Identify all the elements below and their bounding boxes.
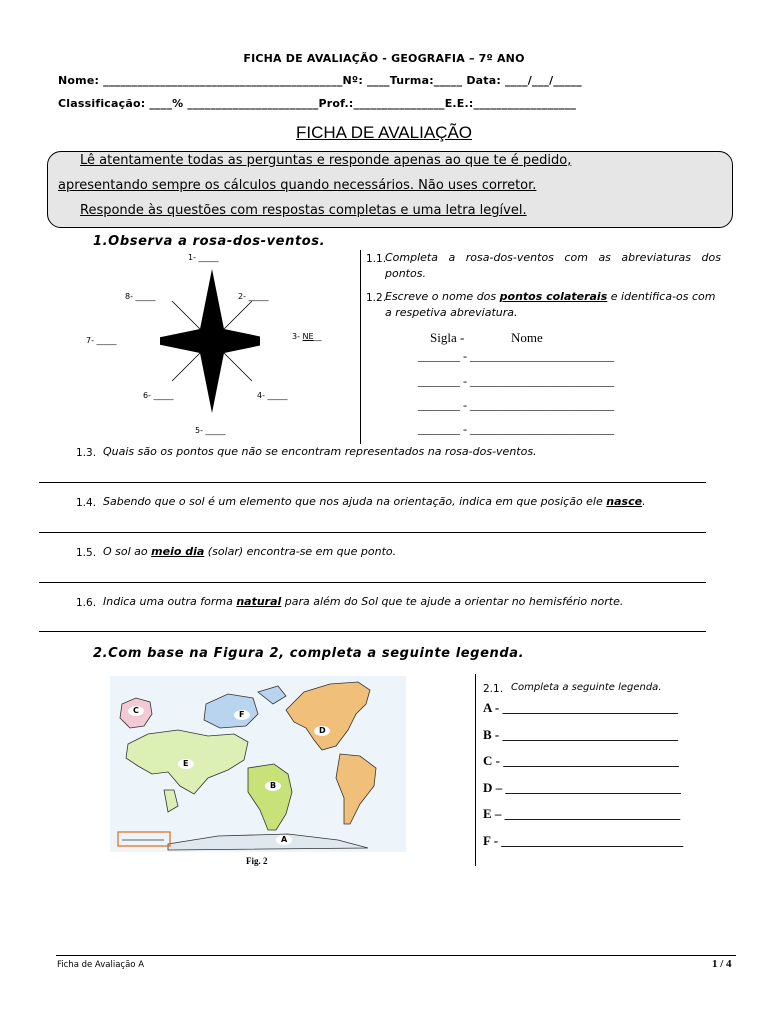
instruction-line-3: Responde às questões com respostas completas e uma letra legível. (80, 203, 527, 218)
footer-left: Ficha de Avaliação A (57, 960, 145, 970)
map-label-b: B (270, 781, 277, 790)
map-label-f: F (239, 710, 245, 719)
figure-caption: Fig. 2 (246, 856, 268, 866)
answer-line-2[interactable]: _______ - ________________________ (418, 374, 614, 388)
world-map-figure (108, 674, 408, 854)
q1-3-number: 1.3. (76, 447, 97, 459)
q1-3-text: Quais são os pontos que não se encontram representados na rosa-dos-ventos. (103, 445, 537, 458)
q2-1-text: Completa a seguinte legenda. (511, 682, 662, 693)
q1-4-answer-line[interactable] (39, 532, 706, 533)
instruction-line-1: Lê atentamente todas as perguntas e responde apenas ao que te é pedido, (80, 153, 572, 168)
answer-line-4[interactable]: _______ - ________________________ (418, 422, 614, 436)
q1-1-text: Completa a rosa-dos-ventos com as abreviaturas dos (385, 251, 721, 264)
name-number-class-date-line: Nome: __________________________________________Nº: ____Turma:_____ Data: ____/___/_____ (58, 74, 582, 87)
answer-line-3[interactable]: _______ - ________________________ (418, 398, 614, 412)
legend-line-b[interactable]: B - ___________________________ (483, 727, 678, 742)
sigla-header: Sigla - (430, 330, 465, 345)
main-title: FICHA DE AVALIAÇÃO (295, 123, 473, 142)
q1-4-text: Sabendo que o sol é um elemento que nos ajuda na orientação, indica em que posição ele nasce. (103, 495, 646, 508)
legend-line-f[interactable]: F - ____________________________ (483, 833, 684, 848)
q1-5-number: 1.5. (76, 547, 97, 559)
nome-header: Nome (511, 330, 543, 345)
q1-2-text-2: a respetiva abreviatura. (385, 306, 518, 319)
legend-line-e[interactable]: E – ___________________________ (483, 806, 681, 821)
map-label-d: D (319, 726, 326, 735)
compass-rose-icon (160, 268, 260, 418)
q1-6-text: Indica uma outra forma natural para além do Sol que te ajude a orientar no hemisfério norte. (103, 595, 624, 608)
q1-6-number: 1.6. (76, 597, 97, 609)
q1-5-answer-line[interactable] (39, 582, 706, 583)
map-label-a: A (281, 835, 288, 844)
question-2-title: 2.Com base na Figura 2, completa a seguinte legenda. (93, 646, 525, 661)
q1-2-text: Escreve o nome dos pontos colaterais e identifica-os com (385, 290, 716, 303)
answer-line-1[interactable]: _______ - ________________________ (418, 349, 614, 363)
q1-1-number: 1.1. (366, 253, 387, 265)
compass-label-8: 8- _____ (125, 292, 156, 301)
q2-1-number: 2.1. (483, 683, 504, 695)
q1-6-answer-line[interactable] (39, 631, 706, 632)
question-1-title: 1.Observa a rosa-dos-ventos. (93, 234, 326, 249)
document-title: FICHA DE AVALIAÇÃO - GEOGRAFIA – 7º ANO (243, 52, 525, 65)
legend-line-c[interactable]: C - ___________________________ (483, 753, 679, 768)
compass-label-6: 6- _____ (143, 391, 174, 400)
legend-line-a[interactable]: A - ___________________________ (483, 700, 678, 715)
compass-label-2: 2- _____ (238, 292, 269, 301)
compass-label-5: 5- _____ (195, 426, 226, 435)
q1-5-text: O sol ao meio dia (solar) encontra-se em que ponto. (103, 545, 397, 558)
q1-1-text-2: pontos. (385, 267, 426, 280)
map-label-e: E (183, 759, 189, 768)
q1-3-answer-line[interactable] (39, 482, 706, 483)
page-number: 1 / 4 (712, 958, 732, 970)
divider-q2 (475, 674, 476, 866)
compass-label-7: 7- _____ (86, 336, 117, 345)
compass-label-4: 4- _____ (257, 391, 288, 400)
compass-label-1: 1- _____ (188, 253, 219, 262)
instructions-box (47, 151, 733, 228)
divider-q1 (360, 250, 361, 444)
legend-line-d[interactable]: D – ___________________________ (483, 780, 681, 795)
compass-label-3: 3- NE__ (292, 332, 322, 341)
instruction-line-2: apresentando sempre os cálculos quando necessários. Não uses corretor. (58, 178, 537, 193)
q1-2-number: 1.2. (366, 292, 387, 304)
map-label-c: C (133, 706, 139, 715)
classification-teacher-line: Classificação: ____% _______________________Prof.:________________E.E.:__________________ (58, 97, 577, 110)
q1-4-number: 1.4. (76, 497, 97, 509)
footer-rule (56, 955, 736, 956)
